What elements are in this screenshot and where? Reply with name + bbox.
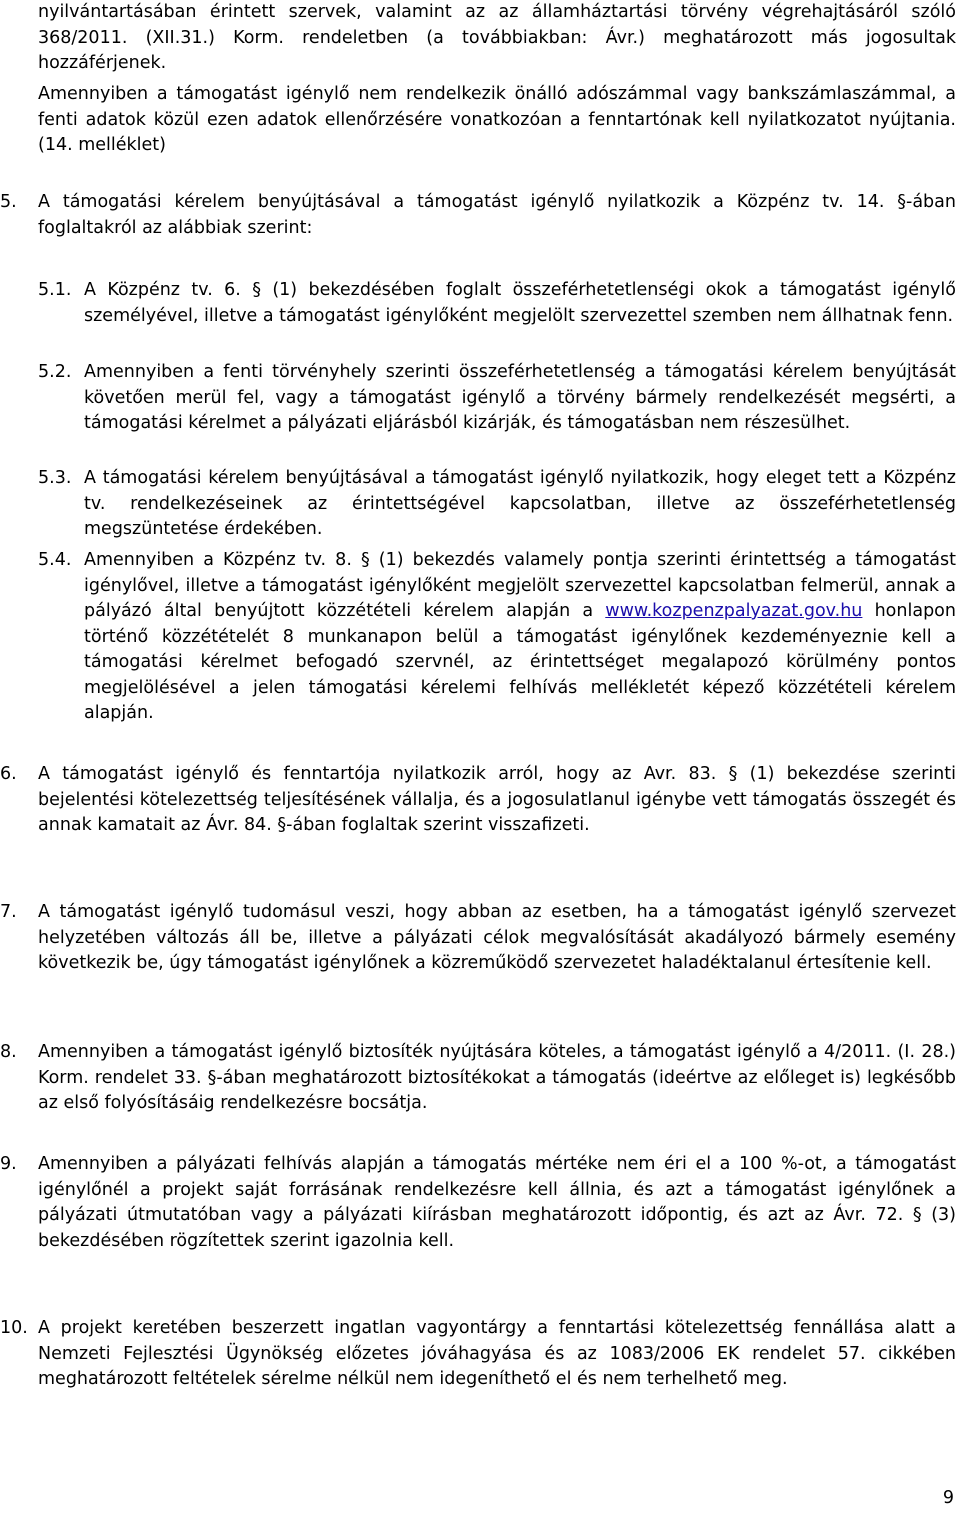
section-number: 9. (0, 1154, 17, 1174)
item-text: A Közpénz tv. 6. § (1) bekezdésében foglalt összeférhetetlenségi okok a támogatást igénylő személyével, illetve a támogatást igénylőként megjelölt szervezettel szemben nem állhatnak fenn. (84, 280, 956, 326)
item-number: 5.4. (38, 550, 72, 570)
intro-paragraph (38, 0, 956, 77)
section-text: Amennyiben a támogatást igénylő biztosíték nyújtására köteles, a támogatást igénylő a 4/2011. (I. 28.) Korm. rendelet 33. §-ában meghatározott biztosítékokat a támogatás (ideértve az előleget is) legkésőbb az első folyósításáig rendelkezésre bocsátja. (38, 1042, 956, 1113)
section-6 (0, 762, 956, 839)
item-text-after: honlapon történő közzétételét 8 munkanapon belül a támogatást igénylőnek kezdeményeznie kell a támogatási kérelmet befogadó szervnél, az érintettséget megalapozó körülmény pontos megjelölésével a jelen támogatási kérelemi felhívás mellékletét képező közzétételi kérelem alapján. (84, 601, 956, 723)
intro-text-2: Amennyiben a támogatást igénylő nem rendelkezik önálló adószámmal vagy bankszámlaszámmal, a fenti adatok közül ezen adatok ellenőrzésére vonatkozóan a fenntartónak kell nyilatkozatot nyújtania.(14. melléklet) (38, 84, 956, 155)
item-text: Amennyiben a fenti törvényhely szerinti összeférhetetlenség a támogatási kérelem benyújtását követően merül fel, vagy a támogatást igénylő a törvény bármely rendelkezését megsérti, a támogatási kérelmet a pályázati eljárásból kizárják, és támogatásban nem részesülhet. (84, 362, 956, 433)
section-text: A támogatást igénylő és fenntartója nyilatkozik arról, hogy az Avr. 83. § (1) bekezdése szerinti bejelentési kötelezettség teljesítésének vállalja, és a jogosulatlanul igénybe vett támogatás összegét és annak kamatait az Ávr. 84. §-ában foglaltak szerint visszafizeti. (38, 764, 956, 835)
item-5-1 (38, 278, 956, 329)
section-number: 7. (0, 902, 17, 922)
section-5 (0, 190, 956, 241)
item-5-3 (38, 466, 956, 543)
item-5-2 (38, 360, 956, 437)
section-8 (0, 1040, 956, 1117)
item-5-4 (38, 548, 956, 727)
section-number: 5. (0, 192, 17, 212)
section-text: A projekt keretében beszerzett ingatlan vagyontárgy a fenntartási kötelezettség fennállása alatt a Nemzeti Fejlesztési Ügynökség előzetes jóváhagyása és az 1083/2006 EK rendelet 57. cikkében meghatározott feltételek sérelme nélkül nem idegeníthető el és nem terhelhető meg. (38, 1318, 956, 1389)
item-text: A támogatási kérelem benyújtásával a támogatást igénylő nyilatkozik, hogy eleget tett a Közpénz tv. rendelkezéseinek az érintettségével kapcsolatban, illetve az összeférhetetlenség megszüntetése érdekében. (84, 468, 956, 539)
section-9 (0, 1152, 956, 1254)
section-number: 8. (0, 1042, 17, 1062)
item-number: 5.2. (38, 362, 72, 382)
intro-paragraph-2 (38, 82, 956, 159)
section-7 (0, 900, 956, 977)
intro-text: nyilvántartásában érintett szervek, valamint az az államháztartási törvény végrehajtásáról szóló 368/2011. (XII.31.) Korm. rendeletben (a továbbiakban: Ávr.) meghatározott más jogosultak hozzáférjenek. (38, 2, 956, 73)
item-text-before: Amennyiben a Közpénz tv. 8. § (1) bekezdés valamely pontja szerinti érintettség a támogatást igénylővel, illetve a támogatást igénylőként megjelölt szervezettel kapcsolatban felmerül, annak a pályázó által benyújtott közzétételi kérelem alapján a (84, 550, 956, 621)
section-number: 6. (0, 764, 17, 784)
section-10 (0, 1316, 956, 1393)
section-text: A támogatási kérelem benyújtásával a támogatást igénylő nyilatkozik a Közpénz tv. 14. §-ában foglaltakról az alábbiak szerint: (38, 192, 956, 238)
item-text (84, 548, 956, 727)
section-text: Amennyiben a pályázati felhívás alapján a támogatás mértéke nem éri el a 100 %-ot, a támogatást igénylőnél a projekt saját forrásának rendelkezésre kell állnia, és azt a támogatást igénylőnek a pályázati útmutatóban vagy a pályázati kiírásban meghatározott időpontig, és azt az Ávr. 72. § (3) bekezdésében rögzítettek szerint igazolnia kell. (38, 1154, 956, 1251)
item-number: 5.1. (38, 280, 72, 300)
section-text: A támogatást igénylő tudomásul veszi, hogy abban az esetben, ha a támogatást igénylő szervezet helyzetében változás áll be, illetve a pályázati célok megvalósítását akadályozó bármely esemény következik be, úgy támogatást igénylőnek a közreműködő szervezetet haladéktalanul értesítenie kell. (38, 902, 956, 973)
item-number: 5.3. (38, 468, 72, 488)
kozpenz-link[interactable]: www.kozpenzpalyazat.gov.hu (605, 601, 863, 621)
page-number: 9 (942, 1488, 954, 1508)
section-number: 10. (0, 1318, 28, 1338)
